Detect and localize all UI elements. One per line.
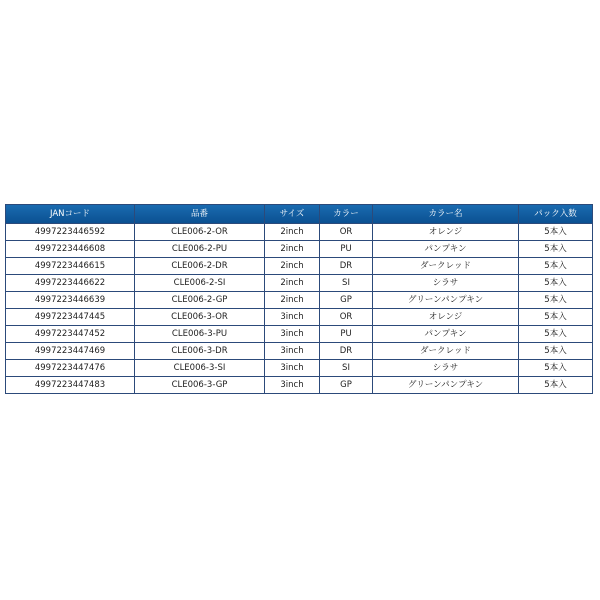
cell-size: 3inch: [265, 343, 320, 360]
table-row: [6, 377, 593, 394]
cell-color: PU: [320, 241, 373, 258]
header-size: サイズ: [265, 205, 320, 224]
cell-color: SI: [320, 275, 373, 292]
cell-color-name: パンプキン: [373, 241, 519, 258]
cell-part-number: CLE006-2-DR: [135, 258, 265, 275]
cell-color: PU: [320, 326, 373, 343]
cell-color-name: ダークレッド: [373, 258, 519, 275]
product-spec-table: [5, 204, 593, 394]
cell-part-number: CLE006-2-GP: [135, 292, 265, 309]
cell-color-name: オレンジ: [373, 224, 519, 241]
cell-size: 2inch: [265, 241, 320, 258]
cell-jan-code: 4997223447476: [6, 360, 135, 377]
cell-pack-quantity: 5本入: [519, 360, 593, 377]
cell-pack-quantity: 5本入: [519, 377, 593, 394]
table-row: [6, 292, 593, 309]
header-color-name: カラー名: [373, 205, 519, 224]
cell-color: SI: [320, 360, 373, 377]
cell-part-number: CLE006-3-PU: [135, 326, 265, 343]
cell-part-number: CLE006-3-GP: [135, 377, 265, 394]
cell-pack-quantity: 5本入: [519, 258, 593, 275]
cell-jan-code: 4997223446608: [6, 241, 135, 258]
cell-color: DR: [320, 343, 373, 360]
cell-part-number: CLE006-3-DR: [135, 343, 265, 360]
header-part-number: 品番: [135, 205, 265, 224]
table-row: [6, 241, 593, 258]
cell-color: DR: [320, 258, 373, 275]
cell-color-name: グリーンパンプキン: [373, 292, 519, 309]
cell-pack-quantity: 5本入: [519, 275, 593, 292]
cell-size: 3inch: [265, 360, 320, 377]
cell-part-number: CLE006-2-SI: [135, 275, 265, 292]
cell-pack-quantity: 5本入: [519, 343, 593, 360]
cell-color-name: シラサ: [373, 275, 519, 292]
table-row: [6, 224, 593, 241]
cell-color-name: パンプキン: [373, 326, 519, 343]
cell-pack-quantity: 5本入: [519, 292, 593, 309]
cell-color-name: グリーンパンプキン: [373, 377, 519, 394]
table-row: [6, 258, 593, 275]
header-pack-quantity: パック入数: [519, 205, 593, 224]
cell-size: 3inch: [265, 326, 320, 343]
table-row: [6, 309, 593, 326]
cell-color: OR: [320, 224, 373, 241]
cell-pack-quantity: 5本入: [519, 224, 593, 241]
cell-size: 2inch: [265, 292, 320, 309]
cell-size: 3inch: [265, 377, 320, 394]
cell-color-name: シラサ: [373, 360, 519, 377]
cell-part-number: CLE006-3-SI: [135, 360, 265, 377]
cell-part-number: CLE006-3-OR: [135, 309, 265, 326]
cell-color: OR: [320, 309, 373, 326]
cell-pack-quantity: 5本入: [519, 309, 593, 326]
cell-pack-quantity: 5本入: [519, 326, 593, 343]
cell-jan-code: 4997223447445: [6, 309, 135, 326]
cell-part-number: CLE006-2-PU: [135, 241, 265, 258]
cell-jan-code: 4997223446622: [6, 275, 135, 292]
table-row: [6, 326, 593, 343]
cell-jan-code: 4997223446615: [6, 258, 135, 275]
header-jan-code: JANコード: [6, 205, 135, 224]
cell-jan-code: 4997223447469: [6, 343, 135, 360]
cell-jan-code: 4997223446639: [6, 292, 135, 309]
cell-size: 3inch: [265, 309, 320, 326]
cell-pack-quantity: 5本入: [519, 241, 593, 258]
cell-size: 2inch: [265, 275, 320, 292]
table-row: [6, 275, 593, 292]
cell-jan-code: 4997223447483: [6, 377, 135, 394]
table-row: [6, 343, 593, 360]
cell-jan-code: 4997223447452: [6, 326, 135, 343]
cell-color-name: オレンジ: [373, 309, 519, 326]
cell-color: GP: [320, 377, 373, 394]
table-header-row: [6, 205, 593, 224]
table-row: [6, 360, 593, 377]
header-color: カラー: [320, 205, 373, 224]
cell-part-number: CLE006-2-OR: [135, 224, 265, 241]
cell-jan-code: 4997223446592: [6, 224, 135, 241]
cell-size: 2inch: [265, 258, 320, 275]
cell-color: GP: [320, 292, 373, 309]
cell-color-name: ダークレッド: [373, 343, 519, 360]
cell-size: 2inch: [265, 224, 320, 241]
